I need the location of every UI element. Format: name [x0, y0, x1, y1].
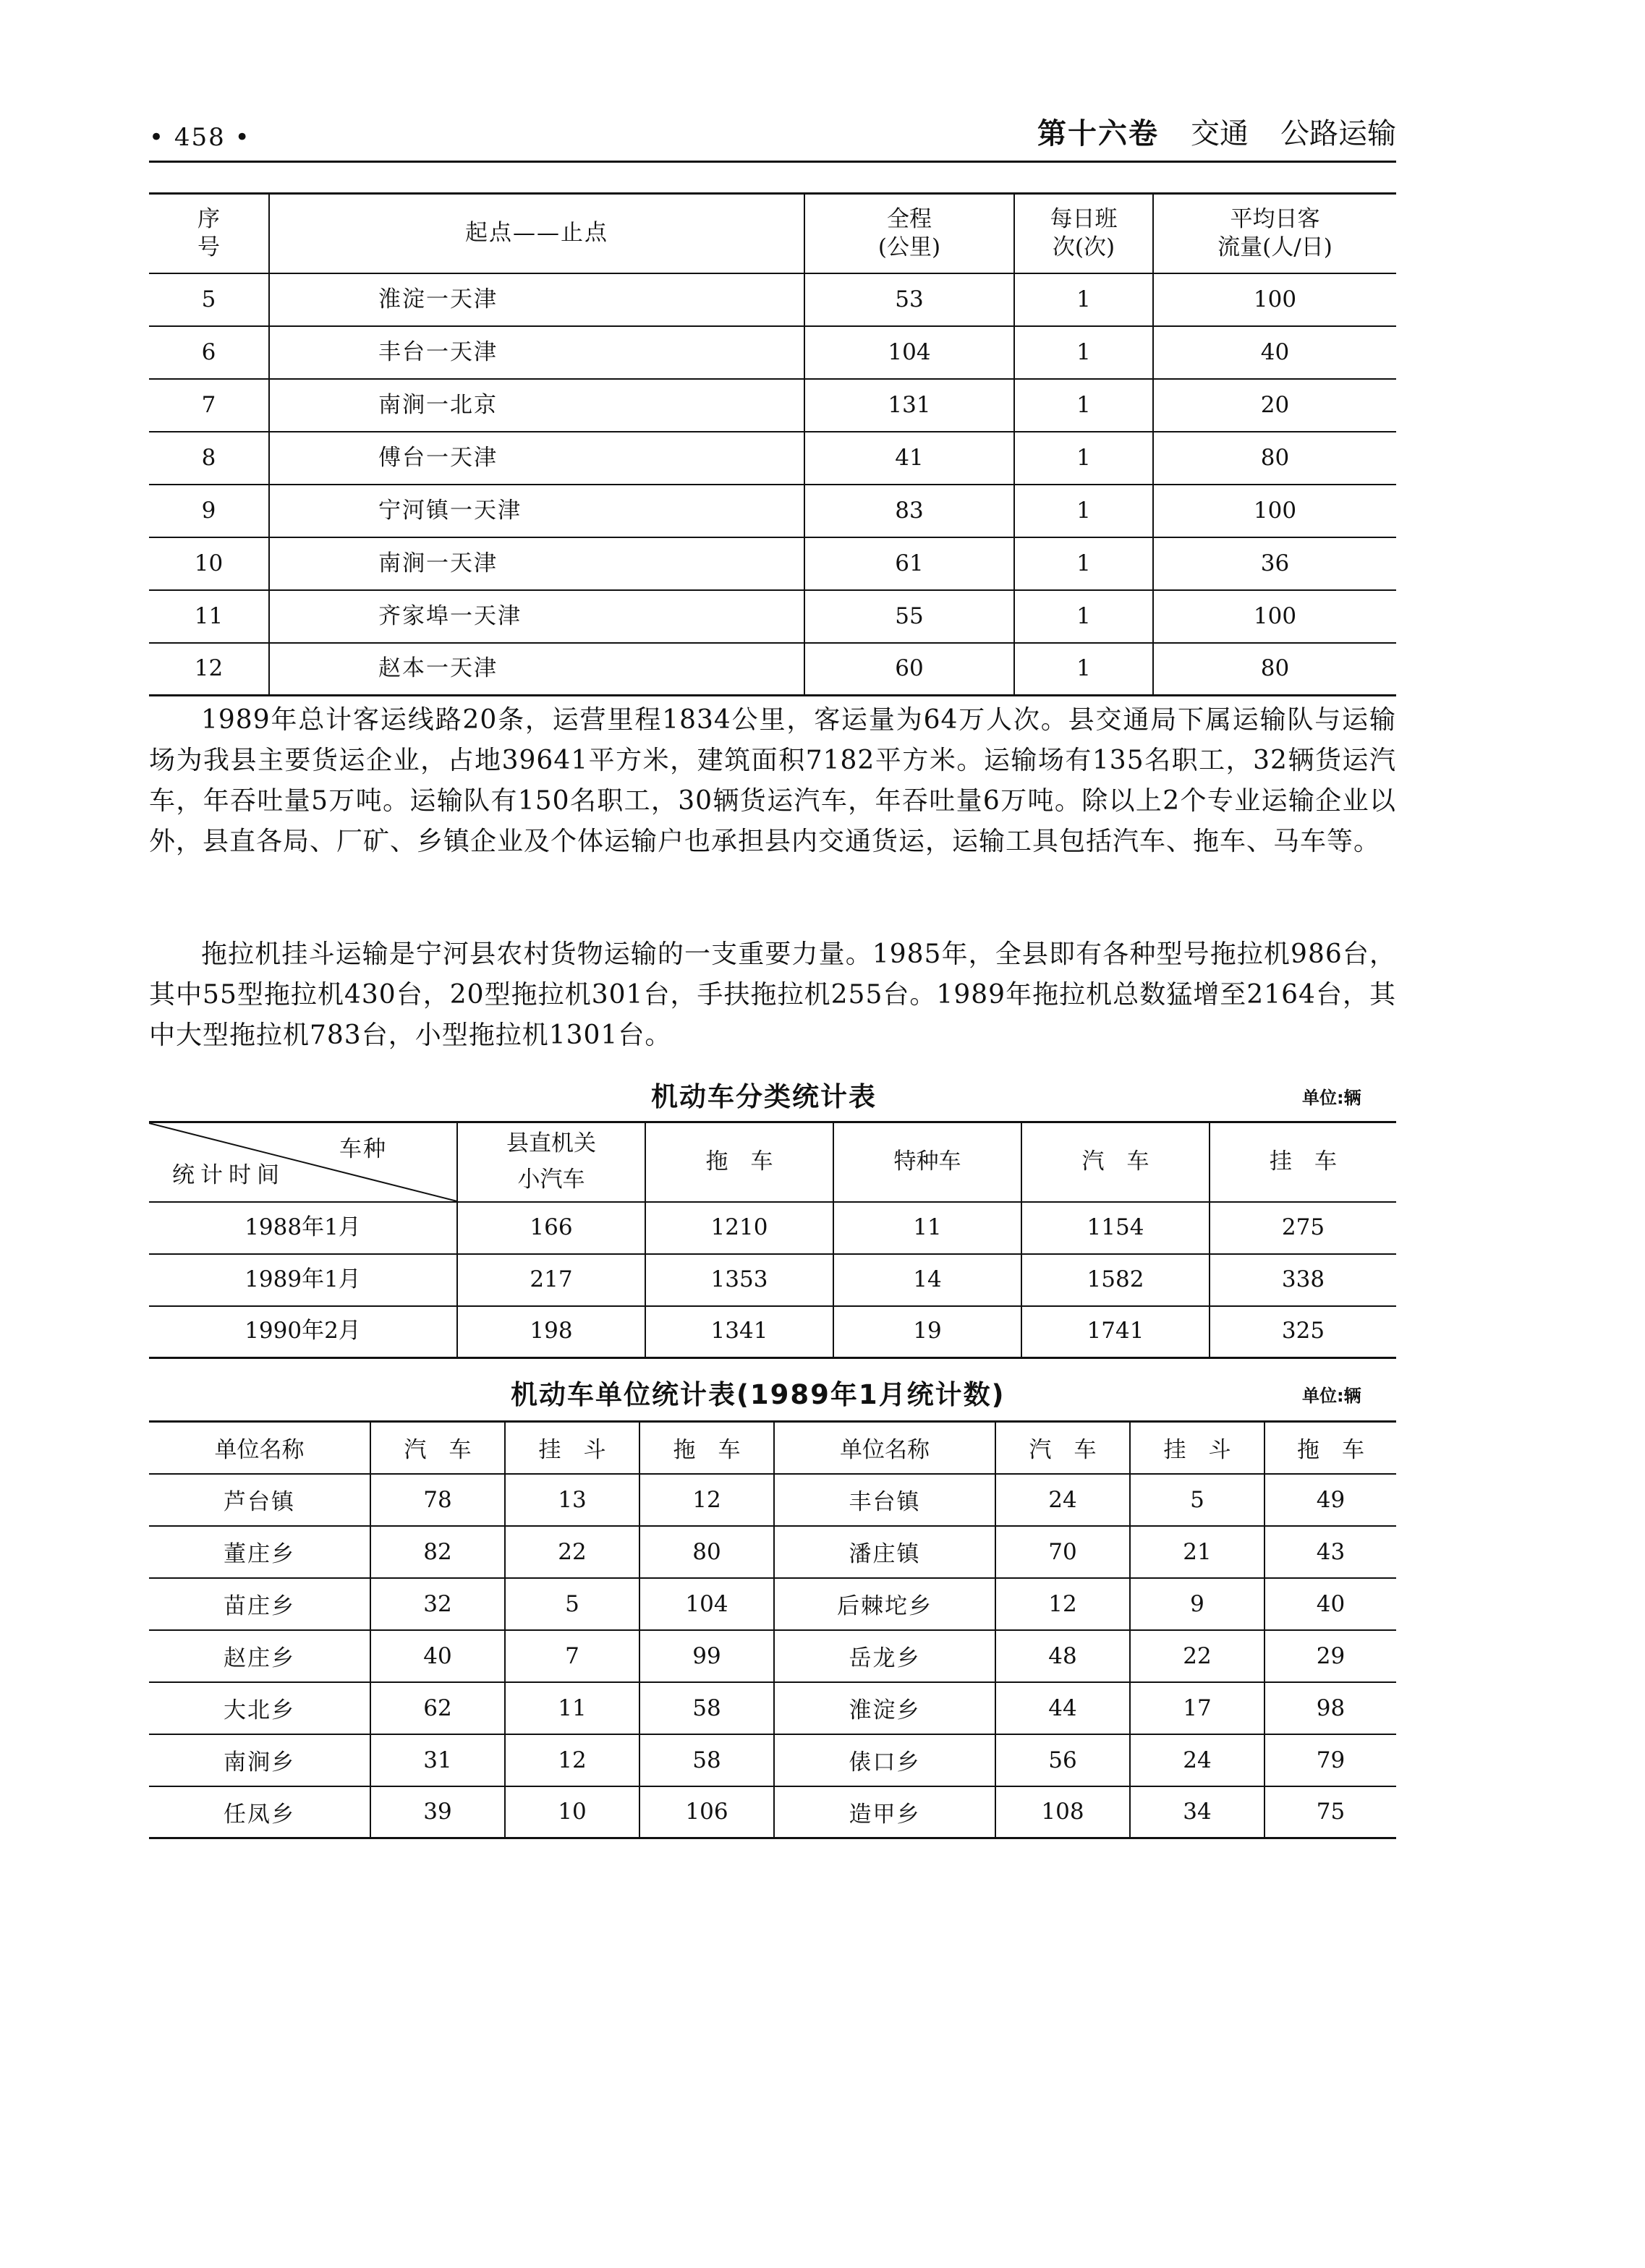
unit-name: 后棘坨乡	[774, 1578, 995, 1630]
route-distance: 60	[804, 643, 1014, 696]
route-no: 6	[149, 326, 269, 379]
vehicle-count: 14	[833, 1254, 1021, 1306]
unit-count: 5	[505, 1578, 639, 1630]
unit-count: 12	[505, 1734, 639, 1786]
vehicle-count: 19	[833, 1306, 1021, 1358]
table-row	[149, 1474, 1396, 1526]
route-distance: 104	[804, 326, 1014, 379]
running-head	[1037, 111, 1396, 152]
route-no: 7	[149, 379, 269, 432]
unit-name: 芦台镇	[149, 1474, 370, 1526]
diagonal-header-cell	[149, 1122, 457, 1202]
route-name: 淮淀一天津	[269, 273, 804, 326]
unit-name: 赵庄乡	[149, 1630, 370, 1682]
route-trips: 1	[1014, 432, 1153, 485]
route-no: 5	[149, 273, 269, 326]
route-distance: 83	[804, 485, 1014, 537]
table-row	[149, 432, 1396, 485]
unit-header-cell: 挂 斗	[505, 1422, 639, 1474]
unit-count: 5	[1130, 1474, 1264, 1526]
table-row	[149, 273, 1396, 326]
route-trips: 1	[1014, 273, 1153, 326]
unit-header-cell: 汽 车	[995, 1422, 1130, 1474]
unit-stat-table	[149, 1420, 1396, 1839]
class-table-header-row	[149, 1122, 1396, 1202]
unit-count: 22	[1130, 1630, 1264, 1682]
route-distance: 131	[804, 379, 1014, 432]
header-gov-car: 县直机关 小汽车	[457, 1122, 645, 1202]
unit-count: 108	[995, 1786, 1130, 1838]
unit-count: 34	[1130, 1786, 1264, 1838]
route-trips: 1	[1014, 590, 1153, 643]
stat-date: 1988年1月	[149, 1202, 457, 1254]
unit-count: 9	[1130, 1578, 1264, 1630]
vehicle-count: 217	[457, 1254, 645, 1306]
route-trips: 1	[1014, 326, 1153, 379]
route-distance: 53	[804, 273, 1014, 326]
vehicle-count: 1341	[645, 1306, 833, 1358]
table-row	[149, 643, 1396, 696]
header-flow: 平均日客 流量(人/日)	[1153, 194, 1396, 273]
route-trips: 1	[1014, 379, 1153, 432]
unit-count: 106	[639, 1786, 774, 1838]
unit-count: 13	[505, 1474, 639, 1526]
table-row	[149, 1202, 1396, 1254]
table-row	[149, 1734, 1396, 1786]
route-flow: 80	[1153, 643, 1396, 696]
table-row	[149, 537, 1396, 590]
unit-count: 58	[639, 1682, 774, 1734]
route-flow: 100	[1153, 273, 1396, 326]
unit-count: 29	[1264, 1630, 1396, 1682]
class-table-title: 机动车分类统计表	[651, 1081, 877, 1112]
stat-date: 1989年1月	[149, 1254, 457, 1306]
unit-count: 32	[370, 1578, 505, 1630]
header-no: 序 号	[149, 194, 269, 273]
unit-count: 44	[995, 1682, 1130, 1734]
route-distance: 61	[804, 537, 1014, 590]
route-name: 宁河镇一天津	[269, 485, 804, 537]
table-row	[149, 1306, 1396, 1358]
page-number: • 458 •	[149, 123, 251, 152]
unit-count: 99	[639, 1630, 774, 1682]
route-distance: 41	[804, 432, 1014, 485]
vehicle-type-label: 车种	[339, 1136, 387, 1162]
unit-count: 78	[370, 1474, 505, 1526]
unit-name: 大北乡	[149, 1682, 370, 1734]
vehicle-class-table	[149, 1121, 1396, 1359]
header-special: 特种车	[833, 1122, 1021, 1202]
route-name: 赵本一天津	[269, 643, 804, 696]
unit-count: 22	[505, 1526, 639, 1578]
unit-count: 82	[370, 1526, 505, 1578]
section-title: 交通	[1191, 117, 1249, 150]
unit-name: 任凤乡	[149, 1786, 370, 1838]
route-flow: 80	[1153, 432, 1396, 485]
unit-name: 俵口乡	[774, 1734, 995, 1786]
unit-table-title: 机动车单位统计表(1989年1月统计数)	[511, 1379, 1006, 1410]
unit-count: 70	[995, 1526, 1130, 1578]
unit-count: 40	[1264, 1578, 1396, 1630]
vehicle-count: 1741	[1021, 1306, 1210, 1358]
header-trailer: 挂 车	[1210, 1122, 1396, 1202]
unit-count: 12	[995, 1578, 1130, 1630]
subsection-title: 公路运输	[1280, 117, 1396, 150]
unit-name: 潘庄镇	[774, 1526, 995, 1578]
table-row	[149, 326, 1396, 379]
unit-count: 24	[1130, 1734, 1264, 1786]
unit-name: 岳龙乡	[774, 1630, 995, 1682]
unit-header-cell: 拖 车	[639, 1422, 774, 1474]
route-no: 9	[149, 485, 269, 537]
unit-header-cell: 拖 车	[1264, 1422, 1396, 1474]
unit-count: 12	[639, 1474, 774, 1526]
unit-count: 104	[639, 1578, 774, 1630]
route-flow: 36	[1153, 537, 1396, 590]
route-name: 齐家埠一天津	[269, 590, 804, 643]
header-trips: 每日班 次(次)	[1014, 194, 1153, 273]
route-table	[149, 192, 1396, 696]
vehicle-count: 1582	[1021, 1254, 1210, 1306]
route-trips: 1	[1014, 643, 1153, 696]
vehicle-count: 1353	[645, 1254, 833, 1306]
table-row	[149, 1578, 1396, 1630]
header-route: 起点——止点	[269, 194, 804, 273]
vehicle-count: 1154	[1021, 1202, 1210, 1254]
unit-count: 48	[995, 1630, 1130, 1682]
unit-count: 7	[505, 1630, 639, 1682]
unit-header-cell: 汽 车	[370, 1422, 505, 1474]
vehicle-count: 1210	[645, 1202, 833, 1254]
unit-header-cell: 单位名称	[774, 1422, 995, 1474]
table-row	[149, 1254, 1396, 1306]
unit-count: 43	[1264, 1526, 1396, 1578]
unit-count: 80	[639, 1526, 774, 1578]
vehicle-count: 166	[457, 1202, 645, 1254]
route-no: 12	[149, 643, 269, 696]
table-row	[149, 1526, 1396, 1578]
stat-time-label: 统计时间	[172, 1161, 285, 1188]
table-row	[149, 1630, 1396, 1682]
header-trailer-truck: 拖 车	[645, 1122, 833, 1202]
unit-count: 40	[370, 1630, 505, 1682]
route-flow: 40	[1153, 326, 1396, 379]
unit-count: 49	[1264, 1474, 1396, 1526]
table-row	[149, 1682, 1396, 1734]
unit-name: 苗庄乡	[149, 1578, 370, 1630]
stat-date: 1990年2月	[149, 1306, 457, 1358]
table-row	[149, 379, 1396, 432]
unit-name: 淮淀乡	[774, 1682, 995, 1734]
route-trips: 1	[1014, 537, 1153, 590]
unit-count: 79	[1264, 1734, 1396, 1786]
vehicle-count: 11	[833, 1202, 1021, 1254]
route-table-header-row	[149, 194, 1396, 273]
unit-count: 11	[505, 1682, 639, 1734]
table-row	[149, 485, 1396, 537]
route-distance: 55	[804, 590, 1014, 643]
unit-name: 南涧乡	[149, 1734, 370, 1786]
unit-count: 17	[1130, 1682, 1264, 1734]
class-table-unit: 单位:辆	[1302, 1088, 1361, 1108]
unit-count: 31	[370, 1734, 505, 1786]
vehicle-count: 338	[1210, 1254, 1396, 1306]
unit-header-cell: 挂 斗	[1130, 1422, 1264, 1474]
unit-header-cell: 单位名称	[149, 1422, 370, 1474]
route-no: 8	[149, 432, 269, 485]
unit-name: 造甲乡	[774, 1786, 995, 1838]
route-name: 南涧一北京	[269, 379, 804, 432]
route-flow: 20	[1153, 379, 1396, 432]
paragraph-tractor: 拖拉机挂斗运输是宁河县农村货物运输的一支重要力量。1985年，全县即有各种型号拖拉机986台，其中55型拖拉机430台，20型拖拉机301台，手扶拖拉机255台。1989年拖拉机总数猛增至2164台，其中大型拖拉机783台，小型拖拉机1301台。	[149, 939, 1396, 1050]
unit-table-unit: 单位:辆	[1302, 1386, 1361, 1406]
header-auto: 汽 车	[1021, 1122, 1210, 1202]
unit-count: 58	[639, 1734, 774, 1786]
unit-count: 24	[995, 1474, 1130, 1526]
route-flow: 100	[1153, 485, 1396, 537]
route-no: 11	[149, 590, 269, 643]
page-header	[149, 108, 1396, 152]
unit-count: 21	[1130, 1526, 1264, 1578]
unit-count: 56	[995, 1734, 1130, 1786]
unit-count: 98	[1264, 1682, 1396, 1734]
unit-name: 董庄乡	[149, 1526, 370, 1578]
vehicle-count: 325	[1210, 1306, 1396, 1358]
route-name: 南涧一天津	[269, 537, 804, 590]
route-name: 傅台一天津	[269, 432, 804, 485]
unit-count: 62	[370, 1682, 505, 1734]
header-distance: 全程 (公里)	[804, 194, 1014, 273]
table-row	[149, 1786, 1396, 1838]
unit-count: 10	[505, 1786, 639, 1838]
table-row	[149, 590, 1396, 643]
header-rule	[149, 161, 1396, 163]
unit-table-header-row	[149, 1422, 1396, 1474]
route-no: 10	[149, 537, 269, 590]
paragraph-freight: 1989年总计客运线路20条，运营里程1834公里，客运量为64万人次。县交通局下属运输队与运输场为我县主要货运企业，占地39641平方米，建筑面积7182平方米。运输场有135名职工，32辆货运汽车，年吞吐量5万吨。运输队有150名职工，30辆货运汽车，年吞吐量6万吨。除以上2个专业运输企业以外，县直各局、厂矿、乡镇企业及个体运输户也承担县内交通货运，运输工具包括汽车、拖车、马车等。	[149, 705, 1396, 856]
route-flow: 100	[1153, 590, 1396, 643]
vehicle-count: 198	[457, 1306, 645, 1358]
unit-count: 39	[370, 1786, 505, 1838]
vehicle-count: 275	[1210, 1202, 1396, 1254]
route-trips: 1	[1014, 485, 1153, 537]
volume-title: 第十六卷	[1037, 116, 1159, 150]
unit-count: 75	[1264, 1786, 1396, 1838]
unit-name: 丰台镇	[774, 1474, 995, 1526]
route-name: 丰台一天津	[269, 326, 804, 379]
